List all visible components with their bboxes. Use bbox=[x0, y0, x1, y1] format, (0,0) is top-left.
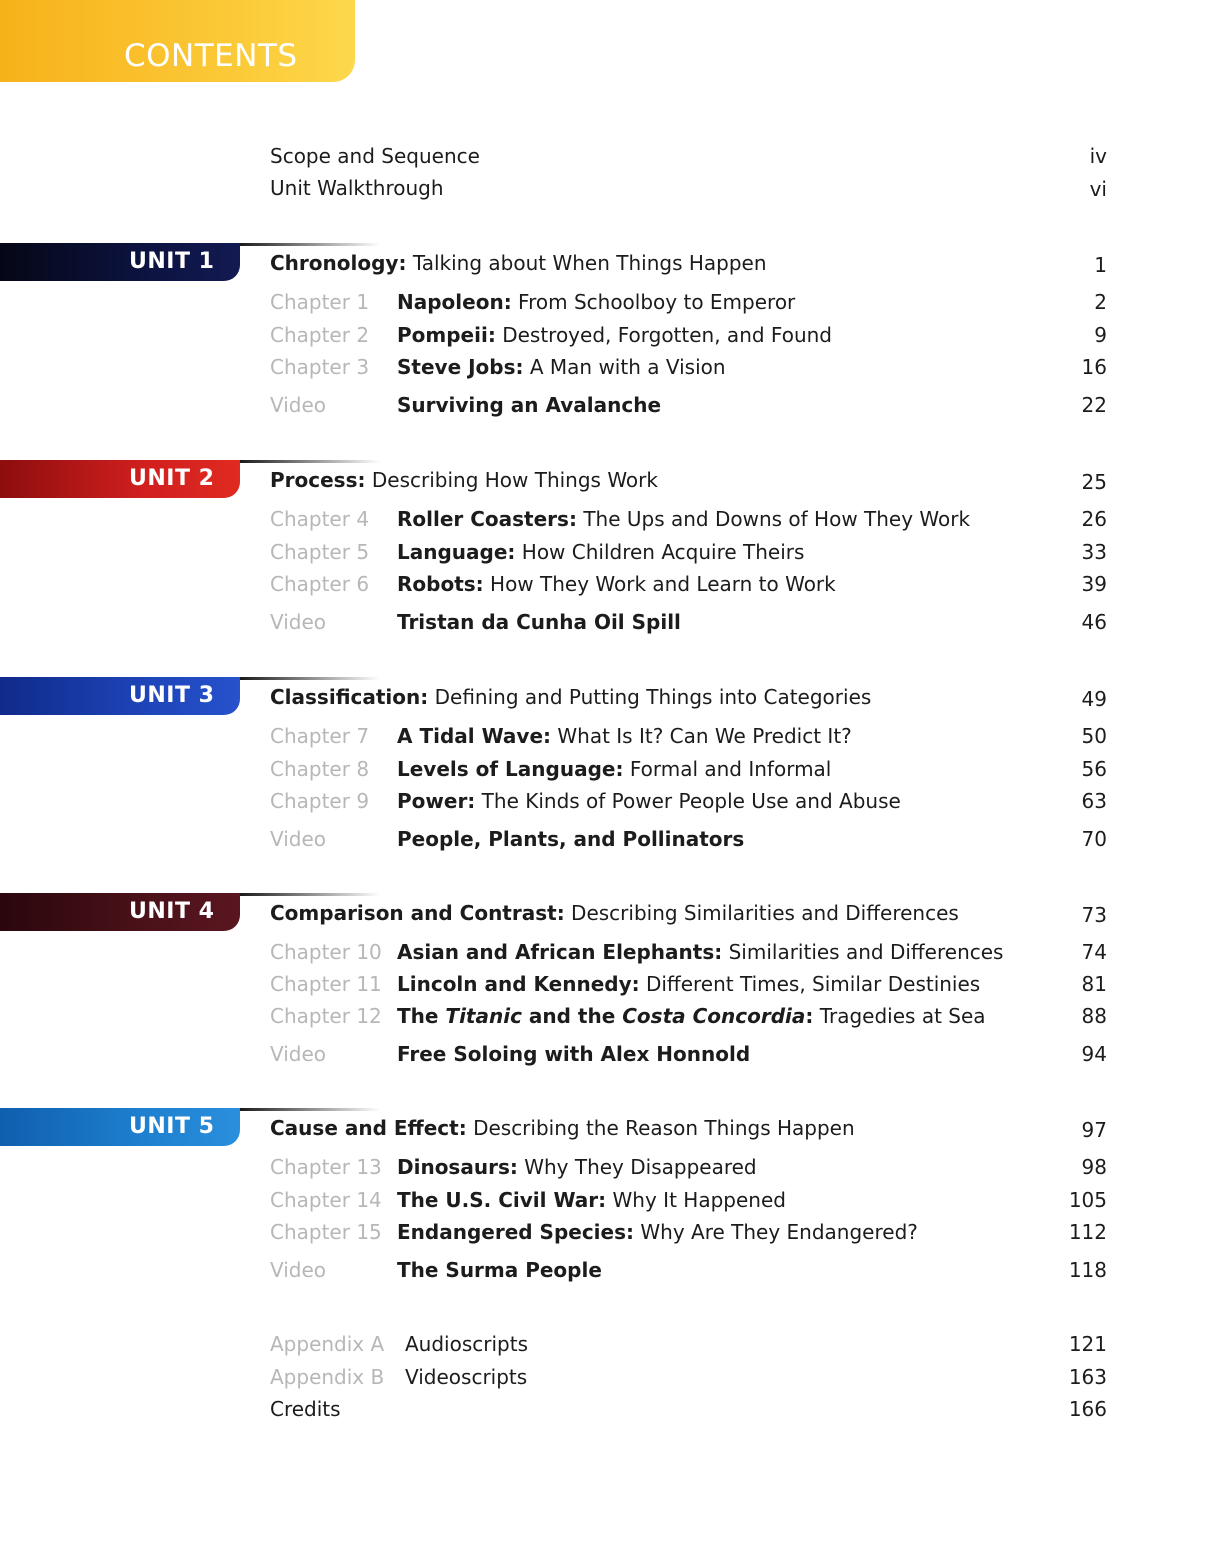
chapter-label: Chapter 14 bbox=[270, 1188, 382, 1212]
video-page: 46 bbox=[1081, 610, 1107, 634]
chapter-row[interactable] bbox=[270, 722, 1120, 750]
chapter-page: 105 bbox=[1068, 1188, 1107, 1212]
unit-subtitle: Defining and Putting Things into Categories bbox=[434, 685, 872, 709]
video-label: Video bbox=[270, 610, 327, 634]
video-row[interactable] bbox=[270, 391, 1120, 419]
unit-heading[interactable] bbox=[270, 899, 959, 927]
appendix-page: 121 bbox=[1068, 1332, 1107, 1356]
unit-subtitle: Describing the Reason Things Happen bbox=[473, 1116, 855, 1140]
video-title: Tristan da Cunha Oil Spill bbox=[397, 610, 681, 634]
chapter-row[interactable] bbox=[270, 288, 1120, 316]
unit-tab bbox=[0, 1108, 240, 1146]
front-matter-page: iv bbox=[1089, 144, 1107, 168]
chapter-title: Dinosaurs: Why They Disappeared bbox=[397, 1155, 757, 1179]
chapter-row[interactable] bbox=[270, 1002, 1120, 1030]
chapter-page: 16 bbox=[1081, 355, 1107, 379]
video-page: 22 bbox=[1081, 393, 1107, 417]
video-label: Video bbox=[270, 827, 327, 851]
unit-label: UNIT 4 bbox=[129, 899, 215, 924]
chapter-row[interactable] bbox=[270, 970, 1120, 998]
chapter-title: Pompeii: Destroyed, Forgotten, and Found bbox=[397, 323, 832, 347]
front-matter-title[interactable]: Scope and Sequence bbox=[270, 144, 480, 168]
unit-section bbox=[0, 460, 1208, 690]
appendix-row[interactable] bbox=[270, 1330, 1120, 1358]
chapter-page: 33 bbox=[1081, 540, 1107, 564]
chapter-page: 88 bbox=[1081, 1004, 1107, 1028]
unit-tab bbox=[0, 893, 240, 931]
unit-section bbox=[0, 893, 1208, 1123]
chapter-title: Robots: How They Work and Learn to Work bbox=[397, 572, 836, 596]
chapter-label: Chapter 8 bbox=[270, 757, 370, 781]
chapter-title: A Tidal Wave: What Is It? Can We Predict It? bbox=[397, 724, 852, 748]
unit-rule bbox=[240, 243, 380, 246]
chapter-title: Roller Coasters: The Ups and Downs of How They Work bbox=[397, 507, 971, 531]
video-label: Video bbox=[270, 393, 327, 417]
chapter-page: 56 bbox=[1081, 757, 1107, 781]
appendix-page: 163 bbox=[1068, 1365, 1107, 1389]
unit-tab bbox=[0, 677, 240, 715]
chapter-page: 63 bbox=[1081, 789, 1107, 813]
chapter-row[interactable] bbox=[270, 321, 1120, 349]
video-row[interactable] bbox=[270, 608, 1120, 636]
chapter-row[interactable] bbox=[270, 538, 1120, 566]
front-matter-title[interactable]: Unit Walkthrough bbox=[270, 176, 444, 200]
unit-label: UNIT 2 bbox=[129, 466, 215, 491]
chapter-page: 74 bbox=[1081, 940, 1107, 964]
chapter-label: Chapter 15 bbox=[270, 1220, 382, 1244]
unit-label: UNIT 3 bbox=[129, 683, 215, 708]
credits-title: Credits bbox=[270, 1397, 341, 1421]
chapter-page: 112 bbox=[1068, 1220, 1107, 1244]
chapter-label: Chapter 9 bbox=[270, 789, 370, 813]
unit-label: UNIT 5 bbox=[129, 1114, 215, 1139]
unit-heading[interactable] bbox=[270, 683, 871, 711]
unit-section bbox=[0, 677, 1208, 907]
video-title: People, Plants, and Pollinators bbox=[397, 827, 745, 851]
chapter-label: Chapter 7 bbox=[270, 724, 370, 748]
video-label: Video bbox=[270, 1258, 327, 1282]
chapter-page: 81 bbox=[1081, 972, 1107, 996]
appendices bbox=[270, 1330, 1120, 1430]
unit-subtitle: Describing How Things Work bbox=[371, 468, 658, 492]
unit-page: 1 bbox=[1094, 253, 1107, 277]
chapter-title: The Titanic and the Costa Concordia: Tragedies at Sea bbox=[397, 1004, 986, 1028]
video-title: Surviving an Avalanche bbox=[397, 393, 662, 417]
unit-rule bbox=[240, 1108, 380, 1111]
chapter-row[interactable] bbox=[270, 787, 1120, 815]
appendix-label: Appendix A bbox=[270, 1332, 385, 1356]
unit-theme: Classification: bbox=[270, 685, 429, 709]
front-matter-page: vi bbox=[1089, 177, 1107, 201]
unit-theme: Process: bbox=[270, 468, 366, 492]
chapter-page: 2 bbox=[1094, 290, 1107, 314]
chapter-label: Chapter 6 bbox=[270, 572, 370, 596]
chapter-title: The U.S. Civil War: Why It Happened bbox=[397, 1188, 786, 1212]
unit-heading[interactable] bbox=[270, 249, 767, 277]
unit-heading[interactable] bbox=[270, 466, 658, 494]
video-label: Video bbox=[270, 1042, 327, 1066]
chapter-page: 9 bbox=[1094, 323, 1107, 347]
chapter-row[interactable] bbox=[270, 938, 1120, 966]
video-page: 94 bbox=[1081, 1042, 1107, 1066]
video-row[interactable] bbox=[270, 1040, 1120, 1068]
appendix-title: Videoscripts bbox=[405, 1365, 528, 1389]
chapter-row[interactable] bbox=[270, 755, 1120, 783]
credits-page: 166 bbox=[1068, 1397, 1107, 1421]
chapter-title: Lincoln and Kennedy: Different Times, Similar Destinies bbox=[397, 972, 981, 996]
chapter-title: Power: The Kinds of Power People Use and Abuse bbox=[397, 789, 901, 813]
unit-page: 97 bbox=[1081, 1118, 1107, 1142]
unit-rule bbox=[240, 460, 380, 463]
unit-heading[interactable] bbox=[270, 1114, 855, 1142]
chapter-title: Levels of Language: Formal and Informal bbox=[397, 757, 832, 781]
chapter-label: Chapter 3 bbox=[270, 355, 370, 379]
unit-page: 25 bbox=[1081, 470, 1107, 494]
chapter-page: 39 bbox=[1081, 572, 1107, 596]
page-title: CONTENTS bbox=[124, 38, 298, 74]
unit-theme: Cause and Effect: bbox=[270, 1116, 467, 1140]
chapter-page: 98 bbox=[1081, 1155, 1107, 1179]
unit-subtitle: Describing Similarities and Differences bbox=[571, 901, 959, 925]
video-title: The Surma People bbox=[397, 1258, 602, 1282]
chapter-row[interactable] bbox=[270, 570, 1120, 598]
video-title: Free Soloing with Alex Honnold bbox=[397, 1042, 751, 1066]
unit-section bbox=[0, 243, 1208, 473]
chapter-title: Asian and African Elephants: Similarities and Differences bbox=[397, 940, 1004, 964]
unit-section bbox=[0, 1108, 1208, 1338]
chapter-label: Chapter 5 bbox=[270, 540, 370, 564]
unit-label: UNIT 1 bbox=[129, 249, 215, 274]
chapter-label: Chapter 11 bbox=[270, 972, 382, 996]
unit-tab bbox=[0, 243, 240, 281]
chapter-row[interactable] bbox=[270, 1186, 1120, 1214]
chapter-title: Endangered Species: Why Are They Endangered? bbox=[397, 1220, 918, 1244]
video-page: 70 bbox=[1081, 827, 1107, 851]
video-row[interactable] bbox=[270, 1256, 1120, 1284]
chapter-label: Chapter 1 bbox=[270, 290, 370, 314]
unit-rule bbox=[240, 893, 380, 896]
chapter-title: Steve Jobs: A Man with a Vision bbox=[397, 355, 726, 379]
chapter-page: 26 bbox=[1081, 507, 1107, 531]
chapter-label: Chapter 10 bbox=[270, 940, 382, 964]
appendix-row[interactable] bbox=[270, 1363, 1120, 1391]
chapter-label: Chapter 2 bbox=[270, 323, 370, 347]
unit-theme: Comparison and Contrast: bbox=[270, 901, 565, 925]
video-page: 118 bbox=[1068, 1258, 1107, 1282]
unit-theme: Chronology: bbox=[270, 251, 407, 275]
chapter-label: Chapter 12 bbox=[270, 1004, 382, 1028]
unit-subtitle: Talking about When Things Happen bbox=[412, 251, 767, 275]
chapter-title: Language: How Children Acquire Theirs bbox=[397, 540, 805, 564]
chapter-row[interactable] bbox=[270, 353, 1120, 381]
unit-page: 73 bbox=[1081, 903, 1107, 927]
credits-row[interactable] bbox=[270, 1395, 1120, 1423]
chapter-label: Chapter 4 bbox=[270, 507, 370, 531]
chapter-row[interactable] bbox=[270, 505, 1120, 533]
chapter-page: 50 bbox=[1081, 724, 1107, 748]
unit-tab bbox=[0, 460, 240, 498]
unit-rule bbox=[240, 677, 380, 680]
appendix-label: Appendix B bbox=[270, 1365, 385, 1389]
unit-page: 49 bbox=[1081, 687, 1107, 711]
chapter-row[interactable] bbox=[270, 1153, 1120, 1181]
contents-banner bbox=[0, 0, 355, 82]
chapter-row[interactable] bbox=[270, 1218, 1120, 1246]
chapter-label: Chapter 13 bbox=[270, 1155, 382, 1179]
appendix-title: Audioscripts bbox=[405, 1332, 528, 1356]
chapter-title: Napoleon: From Schoolboy to Emperor bbox=[397, 290, 796, 314]
video-row[interactable] bbox=[270, 825, 1120, 853]
